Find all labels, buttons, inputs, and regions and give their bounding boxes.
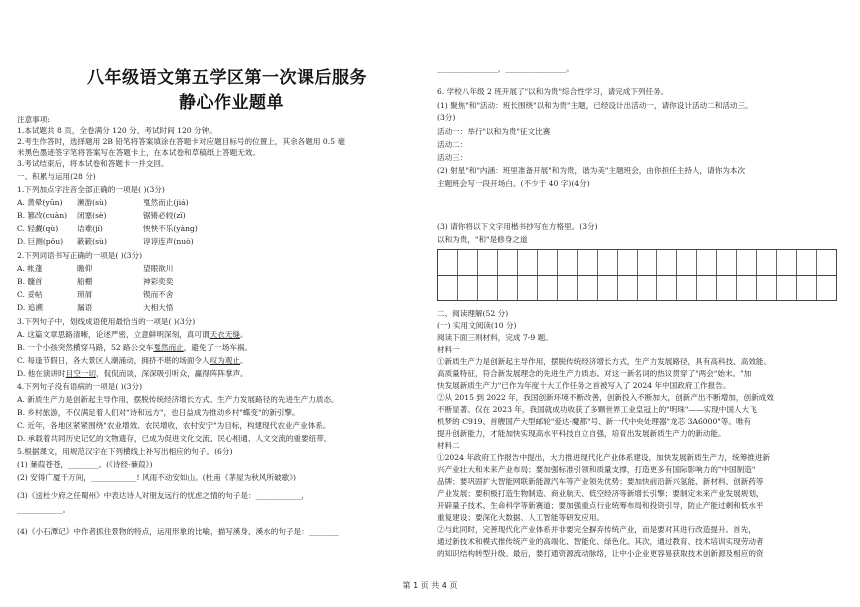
q4-option-c: C. 近年，各地区紧紧围绕"农业增效、农民增收，农村安宁"为目标，构建现代农业产业体系。 [17,421,331,430]
q6-task-2-cont: 主题班会写一段开场白。(不少于 40 字)(4分) [437,179,590,188]
question-1: 1.下列加点字注音全部正确的一项是( )(3分) [17,185,165,194]
question-4: 4.下列句子没有语病的一项是( )(3分) [17,382,143,391]
q2-option-a: A. 帐蓬 瞻仰 望眼欲川 [17,264,174,273]
material-2-line: 兴产业壮大和未来产业布局；要加强标准引领和质量支撑，打造更多有国际影响力的"中国制造" [437,465,756,474]
q6-task-3: (3) 请你将以下文字用楷书抄写在方格里。(3分) [437,222,598,231]
question-5: 5.根据课文，用规范汉字在下列横线上补写出相应的句子。(6分) [17,447,233,456]
document-subtitle: 静心作业题单 [179,93,284,113]
note-2-cont: 米黑色墨迹签字笔将答案写在答题卡上，在本试卷和草稿纸上答题无效。 [17,148,260,157]
material-2-line: 开辟量子技术、生命科学等新赛道；要加强重点行业统筹布局和投资引导，防止产能过剩和低水平 [437,501,764,510]
material-1-line: ②从 2015 到 2022 年，我国创新环境不断改善，创新投入不断加大，创新产出不断增加，创新成效 [437,393,774,402]
document-title: 八年级语文第五学区第一次课后服务 [87,68,367,88]
material-1-line: ①新质生产力是创新起主导作用，摆脱传统经济增长方式，生产力发展路径，具有高科技、高效能、 [437,357,772,366]
grid-row [438,275,836,301]
q3-option-a: A. 这篇文章思路清晰，论述严密，立意鲜明深刻，真可谓天衣无缝。 [17,330,248,339]
material-2-line: ②与此同时，完善现代化产业体系并非要完全摒弃传统产业，而是要对其进行改造提升。首先， [437,525,756,534]
material-1-line: 机梦的 C919、首艘国产大型邮轮"爱达·魔都"号、新一代中央处理器"龙芯 3A6000"等。唯有 [437,417,752,426]
q6-task-1-score: (3分) [437,113,456,122]
material-2-label: 材料二 [437,441,460,450]
q3-option-b: B. 一个小孩突然横穿马路，52 路公交车戛然而止，避免了一场车祸。 [17,343,253,352]
grid-row [438,250,836,275]
q5-item-1: (1) 蒹葭苍苍，________。(《诗经·蒹葭》) [17,460,153,469]
q3-option-d: D. 他在演讲时目空一切，侃侃而谈，深深吸引听众，赢得阵阵掌声。 [17,369,248,378]
q2-option-d: D. 追溯 漏语 大相大悟 [17,303,174,312]
reading-instruction: 阅读下面三则材料，完成 7-9 题。 [437,333,553,342]
section-2-heading: 二、阅读理解(52 分) [437,309,509,318]
top-answer-blanks: ________________，________________。 [437,64,574,73]
question-6: 6. 学校八年级 2 班开展了"以和为贵"综合性学习，请完成下列任务。 [437,87,669,96]
q4-option-d: D. 承载着共同历史记忆的文物遗存，已成为促进文化交流、民心相通、人文交流的重要纽带。 [17,434,332,443]
notes-heading: 注意事项: [17,115,50,124]
writing-grid [437,249,837,301]
activity-3: 活动三： [437,153,468,162]
page-footer: 第 1 页 共 4 页 [402,581,458,590]
q1-option-a: A. 黄晕(yūn) 濒游(sù) 戛然而止(jiá) [17,198,189,207]
q4-option-b: B. 乡村旅游，不仅满足着人们对"诗和远方"，也日益成为推动乡村"蝶变"的新引擎。 [17,408,300,417]
material-2-line: 品牌；要巩固扩大智能网联新能源汽车等产业领先优势；要加快前沿新兴氢能、新材料、创新药等 [437,477,764,486]
note-3: 3.考试结束后，将本试卷和答题卡一并交回。 [17,159,169,168]
q5-item-4: (4)《小石潭记》中作者抓住景物的特点，运用形象的比喻，描写溪身、溪水的句子是：________ [17,527,340,536]
material-2-line: ①2024 年政府工作报告中提出，大力推进现代化产业体系建设，加快发展新质生产力，统筹推进新 [437,453,771,462]
q1-option-c: C. 轻觑(qù) 诘难(jí) 怏怏不乐(yàng) [17,224,198,233]
note-1: 1.本试题共 8 页，全卷满分 120 分，考试时间 120 分钟。 [17,126,217,135]
material-2-line: 的知识结构转型升级。最后，要打通资源流动脉络，让中小企业更容易获取技术创新源及相应的资 [437,549,764,558]
material-2-line: 通过新技术和模式推传统产业的高端化、智能化、绿色化。其次，通过教育、技术培训实现劳动者 [437,537,764,546]
section-1-heading: 一、积累与运用(28 分) [17,172,96,181]
q2-option-c: C. 妥帖 琐屑 锲而不舍 [17,290,174,299]
q5-item-2: (2) 安得广厦千万间，____________! 风雨不动安如山。(杜甫《茅屋为秋风所破歌》) [17,473,296,482]
q6-task-2: (2) 射星"和"内涵：班里准备开展"和为贵，谐为美"主题班会，由你担任主持人，请你为本次 [437,166,746,175]
q4-option-a: A. 新质生产力是创新起主导作用，摆脱传统经济增长方式、生产力发展路径的先进生产力质态。 [17,395,339,404]
material-1-line: 快发展新质生产力"已作为年度十大工作任务之首被写入了 2024 年中国政府工作报告。 [437,381,731,390]
material-2-line: 重复建设；要深化大数据、人工智能等研发应用。 [437,513,605,522]
q6-task-1: (1) 聚焦"和"活动：班长围绕"以和为贵"主题，已经设计出活动一，请你设计活动二和活动三。 [437,101,753,110]
material-1-label: 材料一 [437,345,460,354]
material-1-line: 高质量特征，符合新发展理念的先进生产力质态。对这一新名词的热议贯穿了"两会"始末。"加 [437,369,752,378]
activity-1: 活动一：举行"以和为贵"征文比赛 [437,127,551,136]
q3-option-c: C. 每逢节假日，各大景区人潮涌动，拥挤不堪的场面令人叹为观止。 [17,356,248,365]
q1-option-b: B. 篡改(cuàn) 闭塞(sè) 锯锵必较(zī) [17,211,186,220]
material-2-line: 产业发展；要积极打造生物制造、商业航天、低空经济等新增长引擎；要制定未来产业发展规划， [437,489,764,498]
activity-2: 活动二： [437,140,468,149]
q5-item-3-cont: ____________。 [17,505,71,514]
material-1-line: 提升创新能力，才能加快实现高水平科技自立自强，培育出发展新质生产力的新动能。 [437,429,726,438]
question-2: 2.下列词语书写正确的一项是( )(3分) [17,251,143,260]
q2-option-b: B. 髓首 船棚 神彩奕奕 [17,277,174,286]
question-3: 3.下列句子中，划线成语使用最恰当的一项是( )(3分) [17,317,196,326]
note-2: 2.考生作答时，选择题用 2B 铅笔将答案填涂在答题卡对应题目标号的位置上，其余各题用 0.5 毫 [17,137,345,146]
copy-text: 以和为贵，"和"是修身之道 [437,235,528,244]
subsection-1-heading: (一) 实用文阅读(10 分) [437,321,517,330]
q1-option-d: D. 巨测(pǒu) 簌簌(sù) 谆谆连声(nuò) [17,237,194,246]
q5-item-3: (3)《送杜少府之任蜀州》中表达诗人对朋友远行的忧虑之情的句子是：____________， [17,491,309,500]
material-1-line: 不断显著。仅在 2023 年，我国就成功收获了多颗世界工业皇冠上的"明珠"——实现中国人大飞 [437,405,757,414]
